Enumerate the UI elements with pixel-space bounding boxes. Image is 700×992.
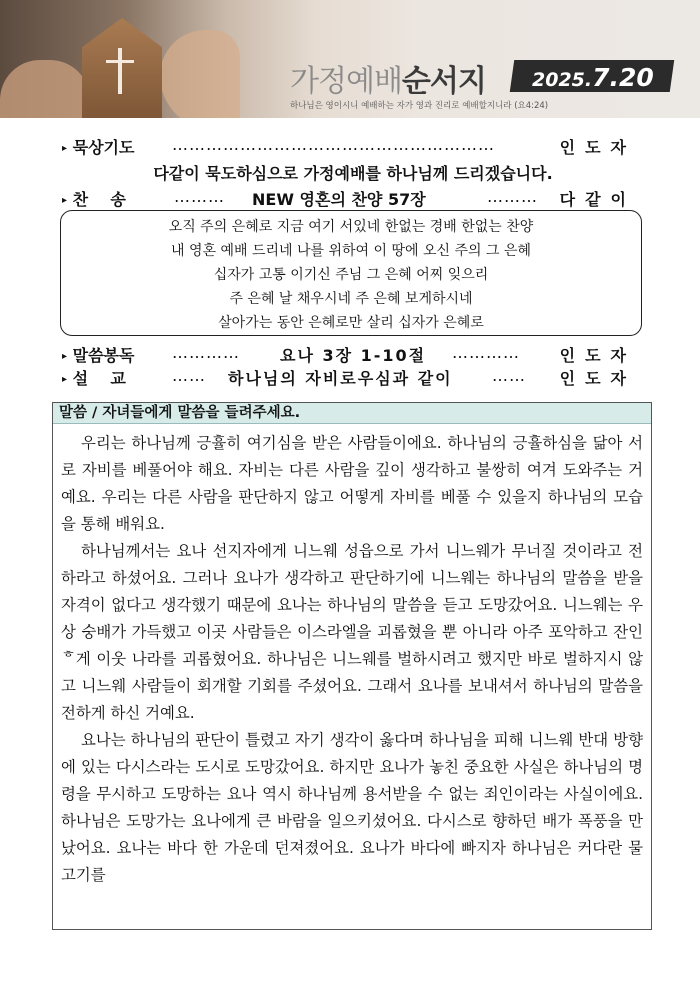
order-leader: 다같이 [559, 190, 636, 209]
sermon-section [52, 402, 652, 930]
order-hymn [62, 187, 644, 210]
order-leader: 인도자 [559, 369, 636, 388]
lyric-line: 오직 주의 은혜로 지금 여기 서있네 한없는 경배 한없는 찬양 [168, 219, 534, 235]
hand-image [0, 60, 90, 118]
lyric-line: 내 영혼 예배 드리네 나를 위하여 이 땅에 오신 주의 그 은혜 [170, 243, 531, 259]
hymn-lyrics-box [60, 210, 642, 336]
sermon-paragraph: 우리는 하나님께 긍휼히 여기심을 받은 사람들이에요. 하나님의 긍휼하심을 닮아 서로 자비를 베풀어야 해요. 자비는 다른 사람을 깊이 생각하고 불쌍히 여겨 도와주는 거예요. 우리는 다른 사람을 판단하지 않고 어떻게 자비를 베풀 수 있을지 하나님의 모습을 통해 배워요. [61, 434, 643, 533]
leader-dots: …… [172, 366, 206, 385]
leader-dots: ……… [174, 187, 225, 206]
header-verse: 하나님은 영이시니 예배하는 자가 영과 진리로 예배할지니라 (요4:24) [290, 101, 549, 111]
order-reading [62, 343, 644, 366]
page-title: 가정예배순서지 [290, 64, 486, 99]
bullet-icon: ▸ [62, 374, 68, 385]
order-sermon [62, 366, 644, 389]
order-leader: 인도자 [559, 138, 636, 157]
cross-icon [106, 60, 134, 63]
lyric-line: 살아가는 동안 은혜로만 살리 십자가 은혜로 [218, 315, 484, 331]
header-banner [0, 0, 700, 118]
lyric-line: 십자가 고통 이기신 주님 그 은혜 어찌 잊으리 [213, 267, 489, 283]
order-prayer [62, 135, 644, 158]
leader-dots: …… [492, 366, 526, 385]
lyric-line: 주 은혜 날 채우시네 주 은혜 보게하시네 [229, 291, 473, 307]
hymn-title: NEW 영혼의 찬양 57장 [252, 190, 426, 209]
sermon-title: 하나님의 자비로우심과 같이 [228, 369, 453, 388]
cross-icon [118, 48, 122, 94]
leader-dots: ……… [487, 187, 538, 206]
sermon-heading: 말씀 / 자녀들에게 말씀을 들려주세요. [53, 403, 651, 424]
date-text: 2025.7.20 [532, 63, 654, 92]
hand-image [160, 30, 240, 118]
sermon-paragraph: 요나는 하나님의 판단이 틀렸고 자기 생각이 옳다며 하나님을 피해 니느웨 반대 방향에 있는 다시스라는 도시로 도망갔어요. 하지만 요나가 놓친 중요한 사실은 하나님의 명령을 무시하고 도망하는 요나 역시 하나님께 용서받을 수 없는 죄인이라는 사실이에요. 하나님은 도망가는 요나에게 큰 바람을 일으키셨어요. 다시스로 향하던 배가 폭풍을 만났어요. 요나는 바다 한 가운데 던져졌어요. 요나가 바다에 빠지자 하나님은 커다란 물고기를 [61, 731, 643, 884]
leader-dots: ………… [172, 343, 240, 362]
prayer-text: 다같이 묵도하심으로 가정예배를 하나님께 드리겠습니다. [153, 164, 553, 183]
order-label: 찬 송 [72, 190, 126, 209]
bullet-icon: ▸ [62, 143, 68, 154]
reading-text: 요나 3장 1-10절 [280, 346, 427, 365]
bullet-icon: ▸ [62, 195, 68, 206]
order-label: 설 교 [72, 369, 126, 388]
order-leader: 인도자 [559, 346, 636, 365]
leader-dots: ………………………………………………… [172, 135, 495, 154]
sermon-paragraph: 하나님께서는 요나 선지자에게 니느웨 성읍으로 가서 니느웨가 무너질 것이라고 전하라고 하셨어요. 그러나 요나가 생각하고 판단하기에 니느웨는 하나님의 말씀을 받을 자격이 없다고 생각했기 때문에 요나는 하나님의 말씀을 듣고 도망갔어요. 니느웨는 우상 숭배가 가득했고 이곳 사람들은 이스라엘을 괴롭혔을 뿐 아니라 아주 포악하고 잔인ᄒ게 이웃 나라를 괴롭혔어요. 하나님은 니느웨를 벌하시려고 했지만 바로 벌하지시 않고 니느웨 사람들이 회개할 기회를 주셨어요. 그래서 요나를 보내셔서 하나님의 말씀을 전하게 하신 거예요. [61, 542, 643, 722]
order-label: 말씀봉독 [72, 346, 135, 365]
bullet-icon: ▸ [62, 351, 68, 362]
wooden-house-image [82, 18, 162, 118]
leader-dots: ………… [452, 343, 520, 362]
order-label: 묵상기도 [72, 138, 135, 157]
